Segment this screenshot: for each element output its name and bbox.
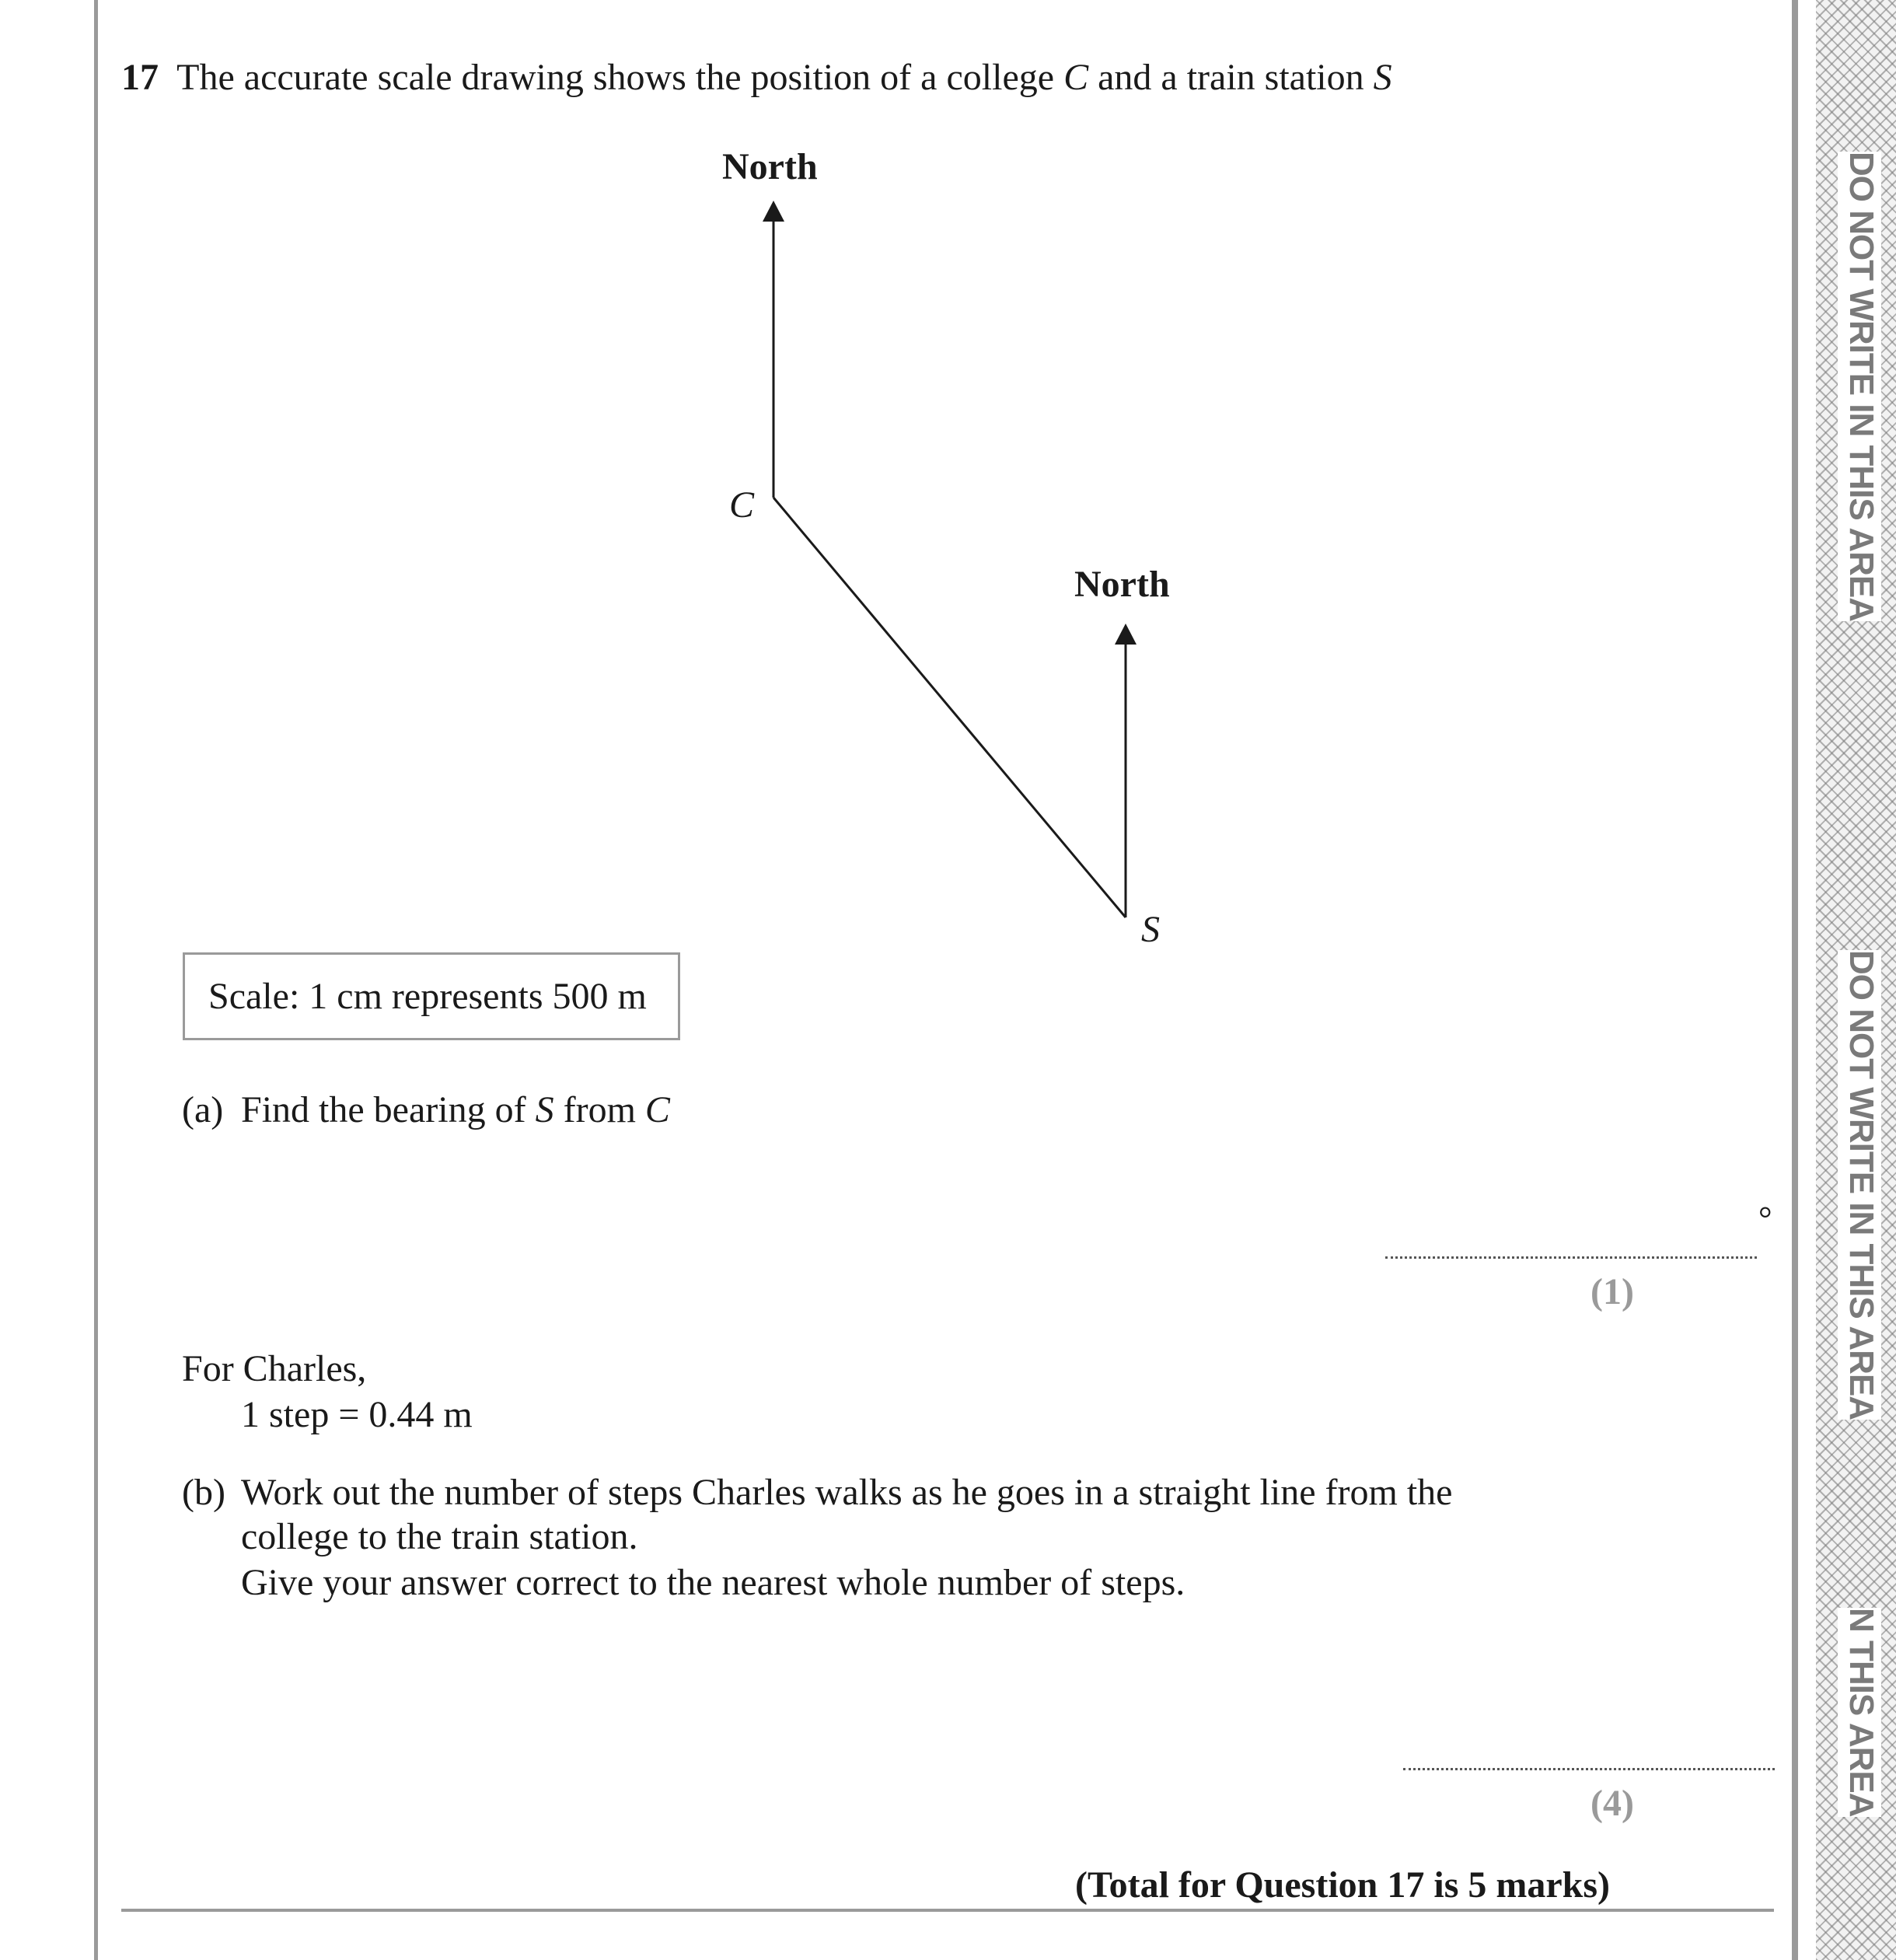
question-intro-mid: and a train station <box>1098 57 1364 98</box>
part-b-label: (b) <box>182 1472 225 1513</box>
north-arrow-c-icon <box>763 201 784 222</box>
part-b-line-3: Give your answer correct to the nearest whole number of steps. <box>241 1562 1185 1603</box>
degree-symbol: ° <box>1758 1200 1772 1238</box>
question-intro: The accurate scale drawing shows the position of a college <box>176 57 1055 98</box>
margin-warning-2: DO NOT WRITE IN THIS AREA <box>1838 950 1881 1420</box>
point-s-label: S <box>1141 909 1160 950</box>
north-label-c: North <box>722 146 818 187</box>
marks-a: (1) <box>1590 1271 1634 1312</box>
answer-line-b[interactable] <box>1403 1768 1775 1770</box>
scale-box <box>183 952 680 1040</box>
part-a-label: (a) <box>182 1089 224 1130</box>
question-number: 17 <box>121 57 159 98</box>
margin-warning-3: N THIS AREA <box>1838 1608 1881 1817</box>
question-total: (Total for Question 17 is 5 marks) <box>1075 1864 1611 1906</box>
question-var-s: S <box>1373 57 1392 98</box>
info-line-1: For Charles, <box>182 1348 367 1389</box>
part-b-line-2: college to the train station. <box>241 1516 638 1557</box>
point-c-label: C <box>729 484 755 526</box>
info-line-2: 1 step = 0.44 m <box>241 1394 473 1435</box>
part-a-question: Find the bearing of S from C <box>241 1089 670 1130</box>
margin-warning-1: DO NOT WRITE IN THIS AREA <box>1838 152 1881 621</box>
answer-line-a[interactable] <box>1385 1256 1757 1259</box>
north-arrow-s-icon <box>1115 624 1137 645</box>
line-c-to-s <box>773 498 1126 917</box>
scale-text: Scale: 1 cm represents 500 m <box>208 976 647 1017</box>
part-b-line-1: Work out the number of steps Charles walks as he goes in a straight line from the <box>241 1472 1453 1513</box>
question-var-c: C <box>1063 57 1089 98</box>
marks-b: (4) <box>1590 1783 1634 1824</box>
question-end-rule <box>121 1909 1774 1912</box>
north-label-s: North <box>1074 564 1170 605</box>
